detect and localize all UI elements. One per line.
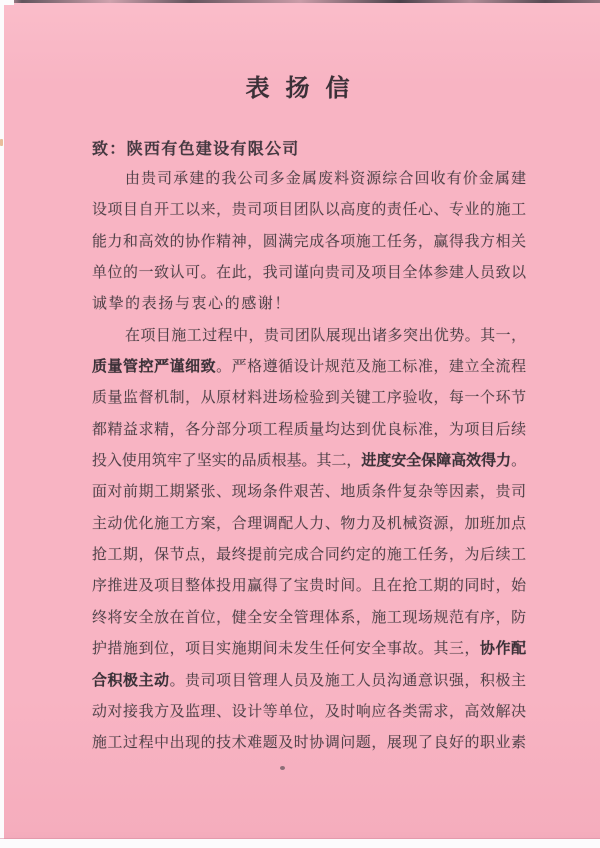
body-line	[92, 509, 526, 540]
letter-body	[92, 164, 526, 760]
text-segment: 护措施到位，项目实施期间未发生任何安全事故。其三，	[92, 641, 481, 658]
text-segment: 终将安全放在首位，健全安全管理体系，施工现场规范有序，防	[92, 609, 526, 626]
body-line	[92, 321, 526, 352]
scan-dot-artifact	[280, 766, 285, 770]
body-line	[92, 477, 526, 508]
text-segment: 抢工期，保节点，最终提前完成合同约定的施工任务，为后续工	[92, 547, 526, 564]
text-segment: 质量监督机制，从原材料进场检验到关键工序验收，每一个环节	[92, 390, 526, 407]
body-line	[92, 289, 526, 320]
emphasis-text: 合积极主动	[92, 672, 170, 689]
text-segment: 诚挚的表扬与衷心的感谢！	[92, 296, 292, 313]
body-line	[92, 540, 526, 571]
emphasis-text: 质量管控严谨细致	[92, 359, 217, 376]
text-segment: 投入使用筑牢了坚实的品质根基。其二，	[92, 453, 362, 470]
letter-title: 表 扬 信	[245, 76, 355, 102]
body-line	[92, 603, 526, 634]
body-line	[92, 164, 526, 195]
scan-corner-notch	[0, 0, 14, 5]
body-line	[92, 383, 526, 414]
text-segment: 面对前期工期紧张、现场条件艰苦、地质条件复杂等因素，贵司	[92, 484, 526, 501]
emphasis-text: 协作配	[480, 641, 526, 658]
text-segment: 在项目施工过程中，贵司团队展现出诸多突出优势。其一，	[125, 327, 526, 344]
scan-edge-left-strip	[0, 0, 4, 839]
text-segment: 。	[511, 453, 526, 470]
text-segment: 都精益求精，各分部分项工程质量均达到优良标准，为项目后续	[92, 421, 526, 438]
scan-speck-artifact	[0, 139, 3, 146]
text-segment: 。严格遵循设计规范及施工标准，建立全流程	[216, 359, 526, 376]
text-segment: 主动优化施工方案，合理调配人力、物力及机械资源，加班加点	[92, 515, 526, 532]
body-line	[92, 666, 526, 697]
body-line	[92, 571, 526, 602]
body-line	[92, 446, 526, 477]
body-line	[92, 227, 526, 258]
recipient-line: 致：陕西有色建设有限公司	[92, 141, 300, 158]
body-line	[92, 728, 526, 759]
body-line	[92, 634, 526, 665]
scan-edge-bottom-strip	[0, 839, 600, 848]
text-segment: 设项目自开工以来，贵司项目团队以高度的责任心、专业的施工	[92, 202, 526, 219]
scan-edge-top-artifact	[0, 0, 600, 3]
body-line	[92, 195, 526, 226]
text-segment: 由贵司承建的我公司多金属废料资源综合回收有价金属建	[125, 171, 526, 187]
emphasis-text: 进度安全保障高效得力	[361, 453, 512, 470]
body-line	[92, 697, 526, 728]
text-segment: 序推进及项目整体投用赢得了宝贵时间。且在抢工期的同时，始	[92, 578, 526, 595]
text-segment: 动对接我方及监理、设计等单位，及时响应各类需求，高效解决	[92, 703, 526, 720]
text-segment: 单位的一致认可。在此，我司谨向贵司及项目全体参建人员致以	[92, 265, 526, 282]
text-segment: 能力和高效的协作精神，圆满完成各项施工任务，赢得我方相关	[92, 233, 526, 250]
body-line	[92, 352, 526, 383]
body-line	[92, 258, 526, 289]
body-line	[92, 415, 526, 446]
text-segment: 。贵司项目管理人员及施工人员沟通意识强，积极主	[169, 672, 526, 689]
text-segment: 施工过程中出现的技术难题及时协调问题，展现了良好的职业素	[92, 735, 526, 752]
